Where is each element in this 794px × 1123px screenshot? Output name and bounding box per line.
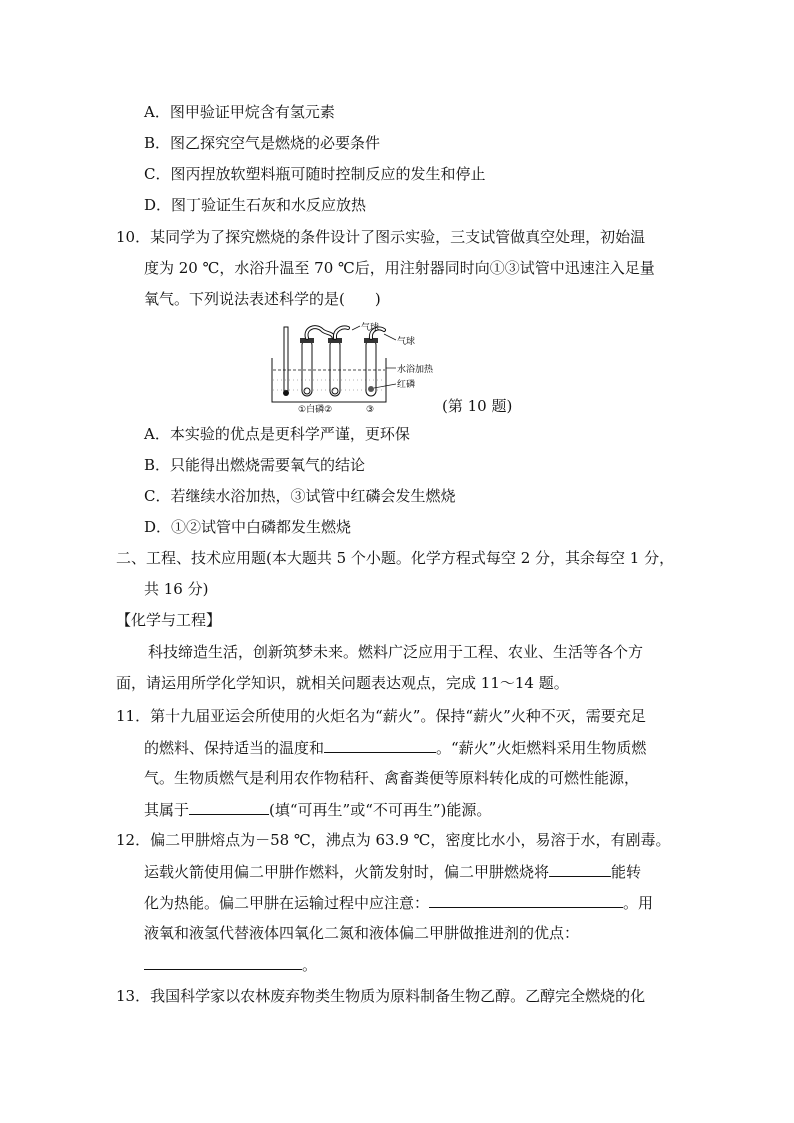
q10-stem-line1: 10．某同学为了探究燃烧的条件设计了图示实验，三支试管做真空处理，初始温 (116, 228, 646, 246)
q11-line1: 11．第十九届亚运会所使用的火炬名为“薪火”。保持“薪火”火种不灭，需要充足 (116, 707, 646, 725)
q10-option-d: D．①②试管中白磷都发生燃烧 (144, 518, 352, 536)
chem-eng-intro-line1: 科技缔造生活，创新筑梦未来。燃料广泛应用于工程、农业、生活等各个方 (148, 643, 644, 661)
q12-line4: 液氧和液氢代替液体四氧化二氮和液体偏二甲肼做推进剂的优点： (144, 924, 580, 942)
chem-eng-intro-line2: 面，请运用所学化学知识，就相关问题表达观点，完成 11～14 题。 (116, 674, 569, 692)
label-tube-3: ③ (366, 405, 375, 415)
q10-option-c: C．若继续水浴加热，③试管中红磷会发生燃烧 (144, 487, 456, 505)
q9-option-c: C．图丙捏放软塑料瓶可随时控制反应的发生和停止 (144, 165, 486, 183)
q10-figure-caption: (第 10 题) (442, 397, 513, 415)
white-phosphorus-2 (332, 388, 338, 394)
q12-line3: 化为热能。偏二甲肼在运输过程中应注意： 。用 (144, 894, 654, 912)
q10-option-b: B．只能得出燃烧需要氧气的结论 (144, 456, 366, 474)
q11-blank-2[interactable] (189, 799, 269, 815)
red-phosphorus (368, 386, 374, 392)
q11-line4: 其属于 (填“可再生”或“不可再生”)能源。 (144, 801, 492, 819)
q9-option-b: B．图乙探究空气是燃烧的必要条件 (144, 134, 381, 152)
balloon-2 (335, 327, 348, 338)
q12-line1: 12．偏二甲肼熔点为－58 ℃，沸点为 63.9 ℃，密度比水小，易溶于水，有剧毒。 (116, 831, 671, 849)
q9-option-a: A．图甲验证甲烷含有氢元素 (144, 103, 335, 121)
q11-line2: 的燃料、保持适当的温度和 。“薪火”火炬燃料采用生物质燃 (144, 739, 647, 757)
label-tubes-1-2: ①白磷② (298, 405, 333, 415)
thermometer-bulb (283, 390, 289, 396)
q10-figure (268, 322, 434, 415)
q12-blank-2[interactable] (429, 892, 623, 908)
white-phosphorus-1 (304, 388, 310, 394)
section2-heading-line1: 二、工程、技术应用题(本大题共 5 个小题。化学方程式每空 2 分，其余每空 1 分， (116, 549, 675, 567)
q9-option-d: D．图丁验证生石灰和水反应放热 (144, 196, 367, 214)
q10-stem-line2: 度为 20 ℃，水浴升温至 70 ℃后，用注射器同时向①③试管中迅速注入足量 (144, 259, 655, 277)
q12-blank-1[interactable] (549, 861, 611, 877)
label-water-bath: 水浴加热 (397, 365, 434, 375)
q13-line1: 13．我国科学家以农林废弃物类生物质为原料制备生物乙醇。乙醇完全燃烧的化 (116, 987, 646, 1005)
q12-line2: 运载火箭使用偏二甲肼作燃料，火箭发射时，偏二甲肼燃烧将 能转 (144, 863, 642, 881)
label-balloon-right: 气球 (397, 337, 416, 347)
q11-line3: 气。生物质燃气是利用农作物秸秆、禽畜粪便等原料转化成的可燃性能源， (144, 769, 640, 787)
chem-eng-heading: 【化学与工程】 (116, 611, 222, 629)
thermometer (284, 327, 288, 391)
label-balloon-top: 气球 (361, 323, 380, 333)
q12-line5: 。 (144, 954, 317, 975)
combustion-apparatus-diagram (268, 322, 434, 415)
label-red-phosphorus: 红磷 (397, 380, 416, 390)
q10-option-a: A．本实验的优点是更科学严谨，更环保 (144, 425, 410, 443)
section2-heading-line2: 共 16 分) (144, 580, 209, 598)
q12-blank-3[interactable] (144, 954, 302, 970)
q11-blank-1[interactable] (324, 737, 436, 753)
q10-stem-line3: 氧气。下列说法表述科学的是( ) (144, 290, 381, 308)
